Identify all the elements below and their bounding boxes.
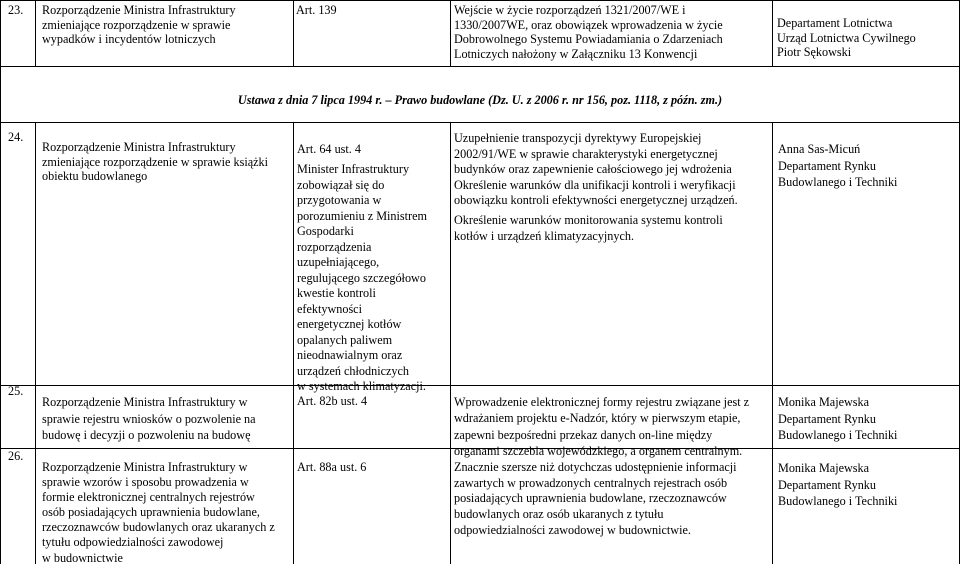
row24-scope-paragraph-1: Uzupełnienie transpozycji dyrektywy Europejskiej 2002/91/WE w sprawie charakterystyki energetycznej budynków oraz zapewnienie całościowego jej wdrożenia Określenie warunków dla unifikacji kontroli i weryfikacji obowiązku kontroli efektywności energetycznej urządzeń. xyxy=(454,131,738,208)
row23-divider-1 xyxy=(35,0,36,67)
row23-divider-2 xyxy=(293,0,294,67)
column-divider-3 xyxy=(450,122,451,564)
row24-number: 24. xyxy=(8,130,24,144)
row24-responsible: Anna Sas-Micuń Departament Rynku Budowlanego i Techniki xyxy=(778,142,898,189)
row23-divider-3 xyxy=(450,0,451,67)
row26-scope: Znacznie szersze niż dotychczas udostępnienie informacji zawartych w prowadzonych centralnych rejestrach osób posiadających uprawnienia budowlane, rzeczoznawców budowlanych oraz osób ukaranych z tytułu odpowiedzialności zawodowej w budownictwie. xyxy=(454,460,737,537)
row25-regulation: Rozporządzenie Ministra Infrastruktury w sprawie rejestru wniosków o pozwolenie na budowę i decyzji o pozwoleniu na budowę xyxy=(42,395,256,442)
row25-responsible: Monika Majewska Departament Rynku Budowlanego i Techniki xyxy=(778,395,898,442)
law-heading-bottom-rule xyxy=(0,122,960,123)
row23-regulation: Rozporządzenie Ministra Infrastruktury zmieniające rozporządzenie w sprawie wypadków i incydentów lotniczych xyxy=(42,3,236,47)
row26-number: 26. xyxy=(8,449,24,463)
row23-responsible: Departament Lotnictwa Urząd Lotnictwa Cywilnego Piotr Sękowski xyxy=(777,16,916,60)
row24-regulation: Rozporządzenie Ministra Infrastruktury zmieniające rozporządzenie w sprawie książki obiektu budowlanego xyxy=(42,140,269,184)
column-divider-1 xyxy=(35,122,36,564)
law-heading: Ustawa z dnia 7 lipca 1994 r. – Prawo budowlane (Dz. U. z 2006 r. nr 156, poz. 1118, z późn. zm.) xyxy=(237,93,723,107)
table-top-rule xyxy=(0,0,960,1)
row25-scope: Wprowadzenie elektronicznej formy rejestru związane jest z wdrażaniem projektu e-Nadzór, który w pierwszym etapie, zapewni bezpośredni przekaz danych on-line między organami szczebla wojewódzkiego, a organem centralnym. xyxy=(454,395,750,458)
row23-divider-4 xyxy=(772,0,773,67)
row25-article: Art. 82b ust. 4 xyxy=(297,394,368,408)
row25-number: 25. xyxy=(8,384,24,398)
row26-article: Art. 88a ust. 6 xyxy=(297,460,367,474)
row23-number: 23. xyxy=(8,3,24,17)
column-divider-4 xyxy=(772,122,773,564)
row23-article: Art. 139 xyxy=(296,3,337,17)
row24-article: Art. 64 ust. 4 xyxy=(297,142,361,156)
row24-bottom-rule xyxy=(0,385,960,386)
row24-article-text: Minister Infrastruktury zobowiązał się do przygotowania w porozumieniu z Ministrem Gospodarki rozporządzenia uzupełniającego, regulującego szczegółowo kwestie kontroli efektywności energetycznej kotłów opalanych paliwem nieodnawialnym oraz urządzeń chłodniczych w systemach klimatyzacji. xyxy=(297,162,427,393)
row24-scope-paragraph-2: Określenie warunków monitorowania systemu kontroli kotłów i urządzeń klimatyzacyjnych. xyxy=(454,213,723,243)
table-left-border xyxy=(0,0,1,564)
row26-regulation: Rozporządzenie Ministra Infrastruktury w sprawie wzorów i sposobu prowadzenia w formie elektronicznej centralnych rejestrów osób posiadających uprawnienia budowlane, rzeczoznawców budowlanych oraz ukaranych z tytułu odpowiedzialności zawodowej w budownictwie xyxy=(42,460,275,565)
column-divider-2 xyxy=(293,122,294,564)
row23-bottom-rule xyxy=(0,66,960,67)
row23-scope: Wejście w życie rozporządzeń 1321/2007/WE i 1330/2007WE, oraz obowiązek wprowadzenia w życie Dobrowolnego Systemu Powiadamiania o Zdarzeniach Lotniczych nałożony w Załączniku 13 Konwencji xyxy=(454,3,723,61)
row26-responsible: Monika Majewska Departament Rynku Budowlanego i Techniki xyxy=(778,461,898,508)
